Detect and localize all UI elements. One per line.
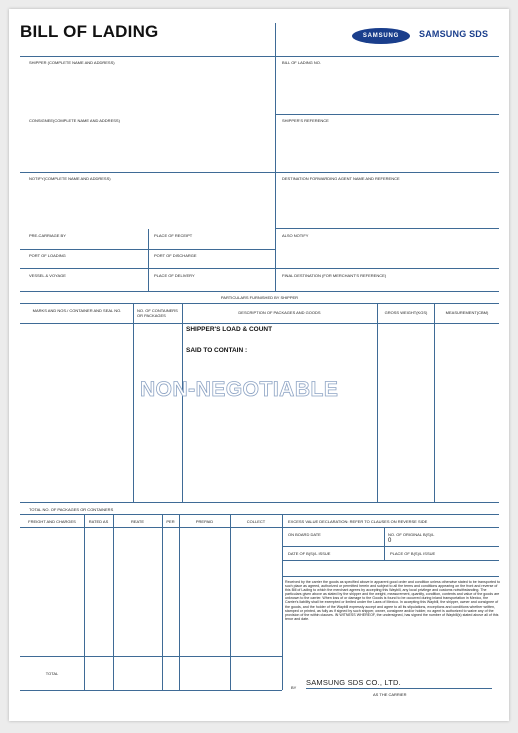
col-prepaid: PREPAID [195,519,214,524]
carrier-company: SAMSUNG SDS CO., LTD. [306,678,401,687]
also-notify-label: ALSO NOTIFY [282,233,309,238]
total-packages-label: TOTAL NO. OF PACKAGES OR CONTAINERS [29,507,114,512]
col-description: DESCRIPTION OF PACKAGES AND GOODS [238,310,321,315]
no-original-label: NO. OF ORIGINAL B(S)/L [388,532,435,537]
document-title: BILL OF LADING [20,22,159,41]
place-of-delivery-label: PLACE OF DELIVERY [154,273,195,278]
port-of-loading-label: PORT OF LOADING [29,253,66,258]
samsung-logo: SAMSUNG [352,28,410,44]
final-destination-label: FINAL DESTINATION (FOR MERCHANT'S REFERENCE) [282,273,387,278]
on-board-date-label: ON BOARD DATE [288,532,321,537]
consignee-label: CONSIGNEE(COMPLETE NAME AND ADDRESS) [29,118,120,123]
col-measurement: MEASUREMENT(CBM) [445,310,489,315]
col-rate: REATE [130,519,145,524]
col-marks: MARKS AND NOS./ CONTAINER AND SEAL NO. [32,308,122,313]
as-the-carrier-label: AS THE CARRIER [373,692,407,697]
brand-name: SAMSUNG SDS [419,29,489,39]
destination-agent-label: DESTINATION FORWARDING AGENT NAME AND REFERENCE [282,176,400,181]
shipper-label: SHIPPER (COMPLETE NAME AND ADDRESS) [29,60,115,65]
bl-no-label: BILL OF LADING NO. [282,60,321,65]
shipper-reference-label: SHIPPER'S REFERENCE [282,118,329,123]
col-rated-as: RATED AS [88,519,109,524]
col-gross-weight: GROSS WEIGHT(KGS) [384,310,428,315]
date-of-issue-label: DATE OF B(S)/L ISSUE [288,551,331,556]
col-per: PER [166,519,175,524]
excess-value-label: EXCESS VALUE DECLARATION: REFER TO CLAUSES ON REVERSE SIDE [288,519,428,524]
said-to-contain: SAID TO CONTAIN : [186,347,248,354]
non-negotiable-watermark: NON-NEGOTIABLE [140,378,339,401]
terms-text: Received by the carrier the goods as specified above in apparent good order and condition unless otherwise stated to be transported to such place as agreed, authorized or permitted herein and subject to all the terms and conditions appearing on the front and reverse of this Bill of Lading to which the merchant agrees by accepting this Waybill, any local privilege and customs notwithstanding. The particulars given above as stated by the shipper and the weight, measurement, quantity, condition, contents and value of the goods are unknown to the carrier. When loss of or damage to the Goods is found to be occurred during inland transportation in Mexico, the Carrier's liability shall be exempted or limited under the Laws of Mexico. In accepting this Waybill, the shipper, owner and consignee of the goods, and the holder of the Waybill expressly accept and agree to all its stipulations, exceptions and conditions whether written, stamped or printed, as fully as if signed by such shipper, owner, consignee and/or holder, no agent is authorized to waive any of the provision of the within clauses. IN WITNESS WHEREOF, the undersigned, has signed the number of Waybill(s) stated above all of this tenor and date. [285,580,500,621]
particulars-heading: PARTICULARS FURNISHED BY SHIPPER [220,295,299,300]
shipper-load-count: SHIPPER'S LOAD & COUNT [186,326,273,333]
total-label: TOTAL [45,671,59,676]
col-freight: FREIGHT AND CHARGES [28,519,76,524]
place-of-receipt-label: PLACE OF RECEIPT [154,233,193,238]
col-collect: COLLECT [246,519,266,524]
bill-of-lading-sheet [9,9,509,721]
pre-carriage-label: PRE-CARRIAGE BY [29,233,66,238]
by-label: BY [291,685,297,690]
col-containers: NO. OF CONTAINERS OR PACKAGES [137,308,178,318]
vessel-voyage-label: VESSEL & VOYAGE [29,273,66,278]
place-of-issue-label: PLACE OF B(S)/L ISSUE [390,551,436,556]
port-of-discharge-label: PORT OF DISCHARGE [154,253,197,258]
no-original-value: 0 [388,538,392,544]
notify-label: NOTIFY(COMPLETE NAME AND ADDRESS) [29,176,111,181]
